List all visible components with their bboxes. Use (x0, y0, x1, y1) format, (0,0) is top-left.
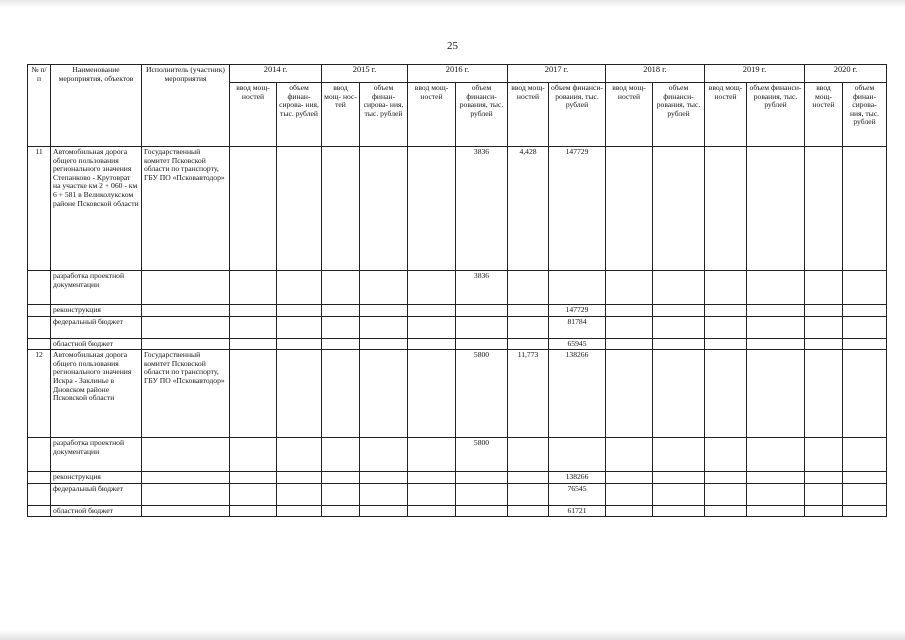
empty-cell (653, 147, 705, 271)
capacity-2017 (508, 338, 549, 350)
empty-cell (805, 271, 843, 305)
empty-cell (747, 472, 805, 484)
row-name: федеральный бюджет (51, 316, 142, 338)
scan-edge-top (0, 0, 905, 8)
empty-cell (747, 483, 805, 505)
empty-cell (805, 350, 843, 438)
empty-cell (408, 316, 456, 338)
row-number (28, 505, 51, 517)
program-table (27, 64, 887, 517)
row-number (28, 338, 51, 350)
header-capacity: ввод мощ- ностей (606, 83, 653, 147)
row-number (28, 472, 51, 484)
empty-cell (360, 316, 408, 338)
capacity-2017 (508, 271, 549, 305)
header-capacity: ввод мощ- нос- тей (322, 83, 360, 147)
empty-cell (705, 438, 747, 472)
capacity-2017 (508, 483, 549, 505)
header-funding: объем финан- сирова- ния, тыс. рублей (843, 83, 887, 147)
funding-2016 (456, 505, 508, 517)
empty-cell (277, 316, 322, 338)
row-name: реконструкция (51, 305, 142, 317)
header-capacity: ввод мощ- ностей (408, 83, 456, 147)
empty-cell (360, 483, 408, 505)
row-number (28, 438, 51, 472)
empty-cell (277, 472, 322, 484)
row-executor (142, 472, 230, 484)
row-executor (142, 271, 230, 305)
funding-2016 (456, 316, 508, 338)
empty-cell (705, 338, 747, 350)
empty-cell (230, 505, 277, 517)
empty-cell (408, 271, 456, 305)
empty-cell (360, 472, 408, 484)
header-capacity: ввод мощ- ностей (705, 83, 747, 147)
table-row (28, 350, 887, 438)
empty-cell (705, 316, 747, 338)
empty-cell (360, 438, 408, 472)
row-number: 12 (28, 350, 51, 438)
header-num: № п/п (28, 65, 51, 147)
empty-cell (843, 483, 887, 505)
row-executor (142, 505, 230, 517)
row-executor (142, 305, 230, 317)
empty-cell (747, 147, 805, 271)
empty-cell (322, 472, 360, 484)
empty-cell (843, 338, 887, 350)
scan-edge-bottom (0, 630, 905, 640)
header-funding: объем финанси- рования, тыс. рублей (653, 83, 705, 147)
funding-2017: 147729 (549, 305, 606, 317)
empty-cell (705, 305, 747, 317)
funding-2016: 5800 (456, 438, 508, 472)
header-funding: объем финанси- рования, тыс. рублей (549, 83, 606, 147)
funding-2017: 138266 (549, 472, 606, 484)
row-name: реконструкция (51, 472, 142, 484)
empty-cell (843, 305, 887, 317)
funding-2016 (456, 338, 508, 350)
row-name: Автомобильная дорога общего пользования регионального значения Искра - Заклинье в Дновском районе Псковской области (51, 350, 142, 438)
empty-cell (230, 438, 277, 472)
empty-cell (277, 505, 322, 517)
empty-cell (606, 483, 653, 505)
row-name: разработка проектной документации (51, 438, 142, 472)
row-executor: Государственный комитет Псковской области по транспорту, ГБУ ПО «Псковавтодор» (142, 350, 230, 438)
empty-cell (230, 483, 277, 505)
header-year-2015: 2015 г. (322, 65, 408, 83)
table-row (28, 483, 887, 505)
empty-cell (408, 350, 456, 438)
empty-cell (230, 305, 277, 317)
funding-2016: 5800 (456, 350, 508, 438)
empty-cell (277, 147, 322, 271)
empty-cell (360, 505, 408, 517)
empty-cell (277, 438, 322, 472)
empty-cell (230, 271, 277, 305)
empty-cell (705, 505, 747, 517)
row-number (28, 271, 51, 305)
header-funding: объем финанси- рования, тыс. рублей (456, 83, 508, 147)
empty-cell (606, 472, 653, 484)
page-number: 25 (447, 40, 458, 52)
header-executor: Исполнитель (участник) мероприятия (142, 65, 230, 147)
capacity-2017: 4,428 (508, 147, 549, 271)
empty-cell (705, 472, 747, 484)
empty-cell (322, 438, 360, 472)
empty-cell (277, 305, 322, 317)
row-name: федеральный бюджет (51, 483, 142, 505)
empty-cell (747, 438, 805, 472)
empty-cell (360, 147, 408, 271)
empty-cell (322, 271, 360, 305)
empty-cell (747, 338, 805, 350)
funding-2017 (549, 271, 606, 305)
funding-2017: 81784 (549, 316, 606, 338)
table-row (28, 271, 887, 305)
empty-cell (843, 472, 887, 484)
row-executor (142, 483, 230, 505)
empty-cell (805, 338, 843, 350)
empty-cell (408, 483, 456, 505)
empty-cell (606, 147, 653, 271)
empty-cell (705, 147, 747, 271)
empty-cell (747, 316, 805, 338)
header-name: Наименование мероприятия, объектов (51, 65, 142, 147)
empty-cell (360, 350, 408, 438)
empty-cell (230, 316, 277, 338)
row-name: областной бюджет (51, 505, 142, 517)
empty-cell (805, 472, 843, 484)
empty-cell (360, 338, 408, 350)
table-row (28, 305, 887, 317)
empty-cell (606, 316, 653, 338)
table-row (28, 472, 887, 484)
header-year-2017: 2017 г. (508, 65, 606, 83)
header-year-2014: 2014 г. (230, 65, 322, 83)
header-funding: объем финанси- рования, тыс. рублей (747, 83, 805, 147)
row-number (28, 483, 51, 505)
header-row-years (28, 65, 887, 83)
funding-2016 (456, 483, 508, 505)
header-capacity: ввод мощ- ностей (805, 83, 843, 147)
empty-cell (408, 305, 456, 317)
empty-cell (322, 483, 360, 505)
empty-cell (322, 305, 360, 317)
empty-cell (653, 472, 705, 484)
empty-cell (843, 350, 887, 438)
funding-2017 (549, 438, 606, 472)
empty-cell (653, 305, 705, 317)
empty-cell (653, 316, 705, 338)
empty-cell (277, 271, 322, 305)
empty-cell (843, 438, 887, 472)
empty-cell (322, 338, 360, 350)
empty-cell (843, 505, 887, 517)
table-row (28, 316, 887, 338)
empty-cell (653, 338, 705, 350)
empty-cell (606, 305, 653, 317)
table-row (28, 147, 887, 271)
empty-cell (230, 147, 277, 271)
empty-cell (705, 271, 747, 305)
row-executor (142, 438, 230, 472)
empty-cell (805, 147, 843, 271)
empty-cell (408, 338, 456, 350)
empty-cell (653, 505, 705, 517)
header-capacity: ввод мощ- ностей (508, 83, 549, 147)
empty-cell (408, 505, 456, 517)
funding-2017: 147729 (549, 147, 606, 271)
empty-cell (747, 271, 805, 305)
row-name: Автомобильная дорога общего пользования регионального значения Степанково - Крутоврат на участке км 2 + 060 - км 6 + 581 в Великолукском районе Псковской области (51, 147, 142, 271)
capacity-2017 (508, 472, 549, 484)
table-row (28, 505, 887, 517)
header-capacity: ввод мощ- ностей (230, 83, 277, 147)
header-year-2016: 2016 г. (408, 65, 508, 83)
row-number (28, 305, 51, 317)
empty-cell (705, 483, 747, 505)
row-number: 11 (28, 147, 51, 271)
row-executor: Государственный комитет Псковской области по транспорту, ГБУ ПО «Псковавтодор» (142, 147, 230, 271)
row-executor (142, 316, 230, 338)
empty-cell (805, 316, 843, 338)
empty-cell (843, 271, 887, 305)
funding-2016 (456, 305, 508, 317)
empty-cell (322, 147, 360, 271)
empty-cell (805, 305, 843, 317)
empty-cell (747, 350, 805, 438)
empty-cell (805, 438, 843, 472)
empty-cell (606, 338, 653, 350)
empty-cell (408, 147, 456, 271)
table-row (28, 438, 887, 472)
funding-2016: 3836 (456, 147, 508, 271)
header-year-2018: 2018 г. (606, 65, 705, 83)
empty-cell (843, 316, 887, 338)
empty-cell (230, 350, 277, 438)
empty-cell (805, 505, 843, 517)
capacity-2017 (508, 438, 549, 472)
empty-cell (747, 305, 805, 317)
funding-2017: 65945 (549, 338, 606, 350)
table-row (28, 338, 887, 350)
empty-cell (322, 350, 360, 438)
row-name: областной бюджет (51, 338, 142, 350)
funding-2017: 138266 (549, 350, 606, 438)
capacity-2017 (508, 505, 549, 517)
empty-cell (653, 350, 705, 438)
empty-cell (606, 505, 653, 517)
empty-cell (230, 338, 277, 350)
header-funding: объем финан- сирова- ния, тыс. рублей (360, 83, 408, 147)
empty-cell (360, 271, 408, 305)
funding-2017: 76545 (549, 483, 606, 505)
empty-cell (322, 316, 360, 338)
capacity-2017 (508, 305, 549, 317)
empty-cell (606, 271, 653, 305)
empty-cell (277, 483, 322, 505)
row-number (28, 316, 51, 338)
empty-cell (408, 438, 456, 472)
empty-cell (606, 350, 653, 438)
empty-cell (747, 505, 805, 517)
empty-cell (322, 505, 360, 517)
empty-cell (230, 472, 277, 484)
header-year-2019: 2019 г. (705, 65, 805, 83)
header-year-2020: 2020 г. (805, 65, 887, 83)
capacity-2017: 11,773 (508, 350, 549, 438)
funding-2016 (456, 472, 508, 484)
empty-cell (805, 483, 843, 505)
empty-cell (277, 350, 322, 438)
empty-cell (705, 350, 747, 438)
empty-cell (277, 338, 322, 350)
empty-cell (360, 305, 408, 317)
funding-2017: 61721 (549, 505, 606, 517)
empty-cell (408, 472, 456, 484)
empty-cell (606, 438, 653, 472)
empty-cell (653, 438, 705, 472)
empty-cell (653, 483, 705, 505)
empty-cell (653, 271, 705, 305)
header-funding: объем финан- сирова- ния, тыс. рублей (277, 83, 322, 147)
row-executor (142, 338, 230, 350)
capacity-2017 (508, 316, 549, 338)
funding-2016: 3836 (456, 271, 508, 305)
row-name: разработка проектной документации (51, 271, 142, 305)
empty-cell (843, 147, 887, 271)
